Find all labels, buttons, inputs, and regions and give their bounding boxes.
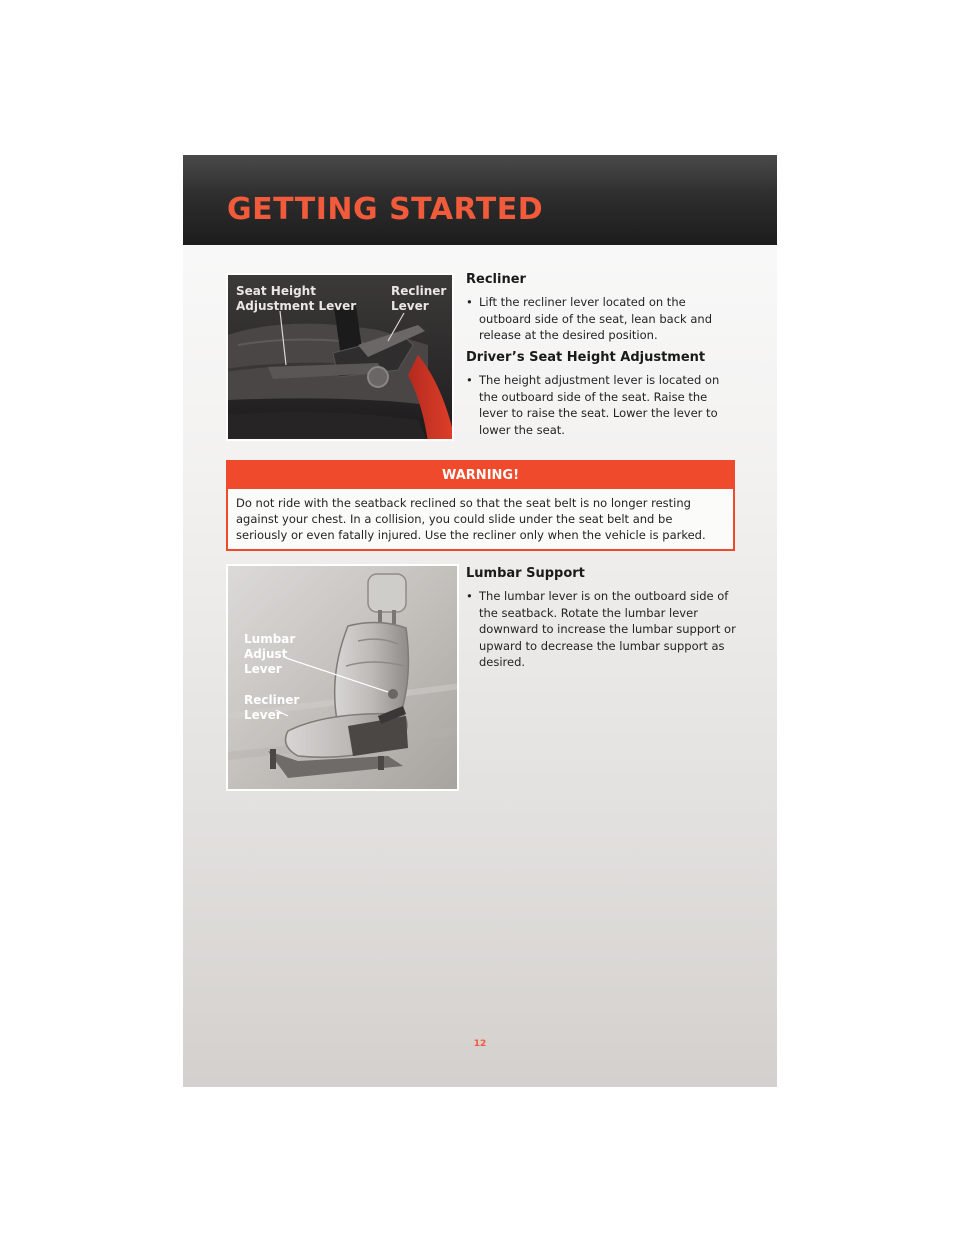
lumbar-section — [466, 565, 738, 671]
bullet-text: The lumbar lever is on the outboard side of the seatback. Rotate the lumbar lever downward to increase the lumbar support or upward to decrease the lumbar support as desired. — [479, 589, 736, 669]
recliner-bullet — [466, 294, 736, 344]
bullet-glyph: • — [466, 373, 473, 387]
seat-illustration — [228, 566, 459, 791]
bullet-text: Lift the recliner lever located on the outboard side of the seat, lean back and release at the desired position. — [479, 295, 712, 342]
callout-line: Recliner — [391, 284, 447, 298]
warning-text: Do not ride with the seatback reclined so that the seat belt is no longer resting against your chest. In a collision, you could slide under the seat belt and be seriously or even fatally injured. Use the recliner only when the vehicle is parked. — [236, 496, 706, 542]
section-title: GETTING STARTED — [227, 192, 544, 227]
page-number: 12 — [473, 1039, 487, 1049]
bullet-glyph: • — [466, 589, 473, 603]
callout-seat-height-lever — [236, 284, 356, 314]
callout-line: Lever — [244, 708, 282, 722]
height-adjustment-section — [466, 349, 736, 438]
recliner-section — [466, 271, 736, 344]
bullet-glyph: • — [466, 295, 473, 309]
callout-line: Recliner — [244, 693, 300, 707]
callout-line: Lumbar — [244, 632, 296, 646]
callout-recliner-lever-2 — [244, 693, 299, 723]
lumbar-seat-photo — [226, 564, 459, 791]
callout-line: Lever — [391, 299, 429, 313]
height-adjustment-bullet — [466, 372, 736, 438]
callout-line: Seat Height — [236, 284, 316, 298]
callout-line: Adjust — [244, 647, 288, 661]
callout-recliner-lever — [391, 284, 446, 314]
seat-levers-photo — [226, 273, 454, 441]
warning-box — [226, 460, 735, 551]
bullet-text: The height adjustment lever is located on the outboard side of the seat. Raise the lever to raise the seat. Lower the lever to lower the seat. — [479, 373, 720, 437]
lumbar-bullet — [466, 588, 738, 671]
callout-line: Lever — [244, 662, 282, 676]
recliner-heading: Recliner — [466, 272, 526, 287]
height-adjustment-heading: Driver’s Seat Height Adjustment — [466, 350, 706, 365]
warning-title: WARNING! — [228, 462, 733, 489]
callout-line: Adjustment Lever — [236, 299, 357, 313]
lumbar-heading: Lumbar Support — [466, 566, 585, 581]
section-header — [183, 155, 777, 245]
manual-page — [183, 155, 777, 1087]
callout-lumbar-adjust-lever — [244, 632, 295, 677]
